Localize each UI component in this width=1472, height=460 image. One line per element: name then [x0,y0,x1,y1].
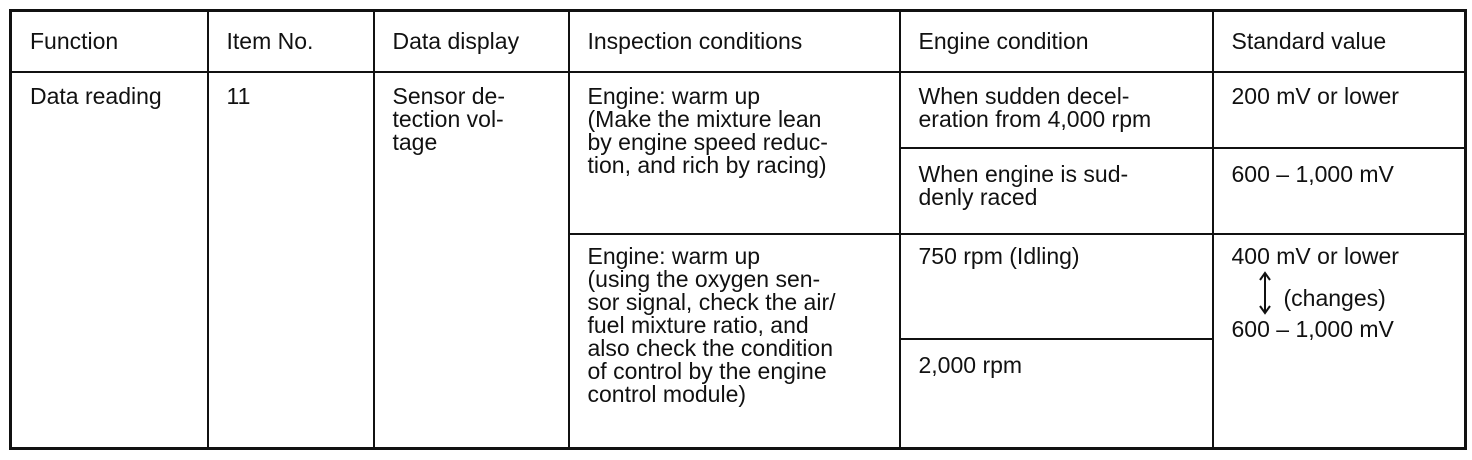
cell-item-no [208,72,374,448]
cell-standard-1a [1213,72,1466,148]
header-row [11,11,1466,73]
inspection-2-text: Engine: warm up (using the oxygen sen- sor signal, check the air/ fuel mixture ratio, and also check the condition of control by the engine control module) [587,243,836,408]
standard-2-bottom: 600 – 1,000 mV [1231,316,1394,343]
standard-2-top: 400 mV or lower [1231,243,1399,270]
header-engine-condition: Engine condition [900,11,1213,73]
cell-inspection-2 [569,234,900,448]
inspection-1-text: Engine: warm up (Make the mixture lean by engine speed reduc- tion, and rich by racing) [587,83,828,179]
double-arrow-icon [1258,270,1272,316]
engine-2a-text: 750 rpm (Idling) [918,243,1080,270]
inspection-table [9,9,1467,450]
standard-2-arrow-group [1258,270,1465,316]
cell-standard-1b [1213,148,1466,234]
function-text: Data reading [30,83,162,110]
cell-engine-1b [900,148,1213,234]
cell-data-display [374,72,569,448]
cell-inspection-1 [569,72,900,234]
header-function: Function [11,11,208,73]
item-no-text: 11 [226,83,251,110]
standard-1b-text: 600 – 1,000 mV [1231,161,1394,188]
data-display-text: Sensor de- tection vol- tage [392,83,506,156]
header-data-display: Data display [374,11,569,73]
cell-standard-2 [1213,234,1466,448]
table-row [11,72,1466,148]
cell-engine-1a [900,72,1213,148]
engine-2b-text: 2,000 rpm [918,351,1023,378]
standard-2-changes: (changes) [1283,284,1386,311]
engine-1b-text: When engine is sud- denly raced [918,161,1129,211]
cell-function [11,72,208,448]
header-inspection-conditions: Inspection conditions [569,11,900,73]
cell-engine-2b [900,339,1213,449]
header-item-no: Item No. [208,11,374,73]
cell-engine-2a [900,234,1213,339]
standard-1a-text: 200 mV or lower [1231,83,1399,110]
engine-1a-text: When sudden decel- eration from 4,000 rpm [918,83,1152,133]
header-standard-value: Standard value [1213,11,1466,73]
